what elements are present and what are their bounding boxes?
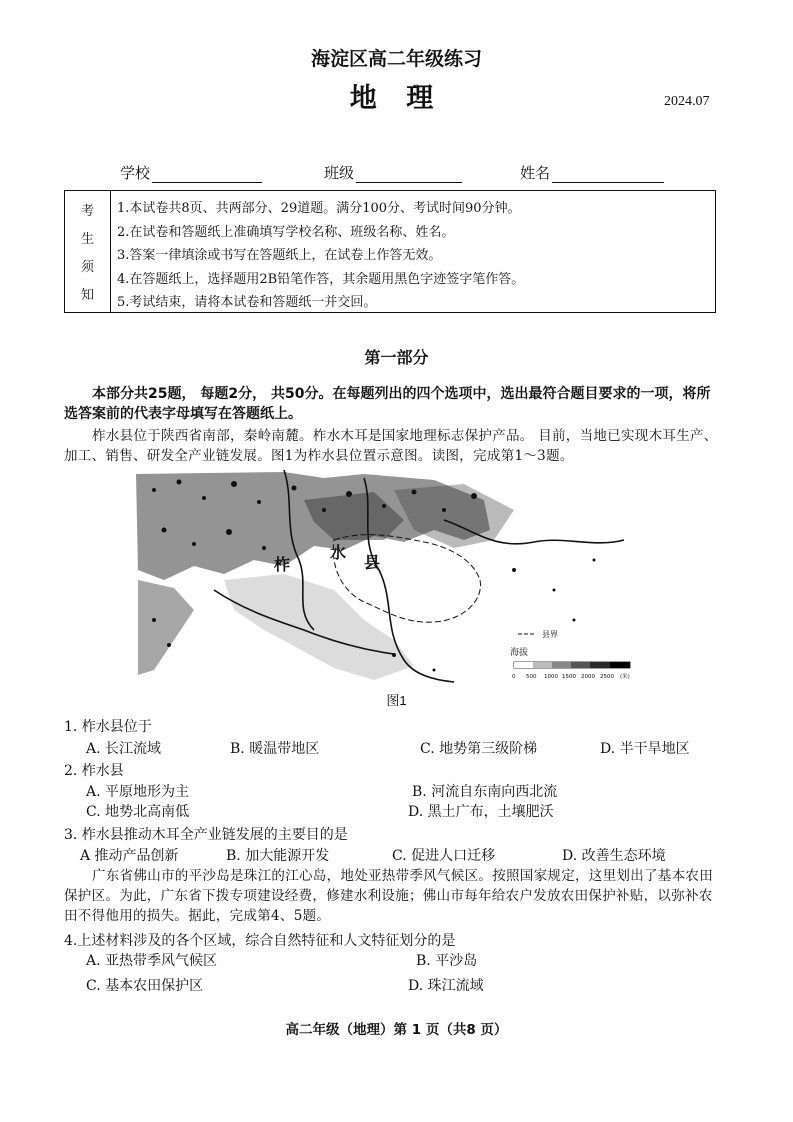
- q4-option-c[interactable]: C. 基本农田保护区: [86, 978, 204, 994]
- q1-option-d[interactable]: D. 半干旱地区: [600, 741, 690, 757]
- scale-unit: (米): [620, 674, 630, 680]
- q4-option-b[interactable]: B. 平沙岛: [416, 953, 478, 969]
- class-field[interactable]: [324, 162, 462, 183]
- notice-side-char: 须: [80, 260, 94, 276]
- class-label: 班级: [324, 164, 355, 182]
- question-1-stem: 1. 柞水县位于: [64, 719, 152, 735]
- notice-side-char: 生: [80, 231, 94, 247]
- notice-side-label: [65, 191, 111, 312]
- map-county-char: 柞: [274, 555, 291, 574]
- notice-item: 2.在试卷和答题纸上准确填写学校名称、班级名称、姓名。: [117, 224, 455, 240]
- notice-item: 3.答案一律填涂或书写在答题纸上，在试卷上作答无效。: [117, 248, 442, 263]
- scale-tick: 0: [512, 674, 516, 680]
- q2-option-d[interactable]: D. 黑土广布，土壤肥沃: [408, 804, 554, 820]
- notice-items: [117, 197, 709, 315]
- question-4-stem: 4.上述材料涉及的各个区域，综合自然特征和人文特征划分的是: [64, 933, 456, 949]
- notice-item: 1.本试卷共8页、共两部分、29道题。满分100分、考试时间90分钟。: [117, 201, 521, 216]
- scale-tick: 1000: [544, 674, 558, 680]
- exam-title: 海淀区高二年级练习: [310, 48, 482, 70]
- q1-option-c[interactable]: C. 地势第三级阶梯: [420, 741, 538, 757]
- map-county-char: 水: [330, 543, 347, 562]
- exam-date: 2024.07: [664, 94, 710, 109]
- scale-tick: 2500: [600, 674, 614, 680]
- question-3-stem: 3. 柞水县推动木耳全产业链发展的主要目的是: [64, 827, 348, 843]
- q3-option-b[interactable]: B. 加大能源开发: [226, 848, 330, 864]
- q2-option-c[interactable]: C. 地势北高南低: [86, 804, 190, 820]
- notice-side-char: 考: [80, 203, 94, 219]
- zhashui-location-map: [134, 470, 644, 684]
- q2-option-b[interactable]: B. 河流自东南向西北流: [412, 784, 558, 800]
- figure-caption: 图1: [386, 693, 407, 708]
- q3-option-d[interactable]: D. 改善生态环境: [562, 848, 666, 864]
- elevation-legend-label: 海拔: [510, 648, 529, 658]
- q1-option-b[interactable]: B. 暖温带地区: [230, 741, 320, 757]
- candidate-notice-box: [64, 190, 716, 313]
- notice-item: 4.在答题纸上，选择题用2B铅笔作答，其余题用黑色字迹签字笔作答。: [117, 271, 525, 287]
- q3-option-c[interactable]: C. 促进人口迁移: [392, 848, 496, 864]
- school-blank[interactable]: [152, 167, 262, 183]
- name-label: 姓名: [520, 164, 551, 182]
- question-2-stem: 2. 柞水县: [64, 763, 124, 779]
- q1-option-a[interactable]: A. 长江流域: [86, 741, 162, 757]
- page-footer: 高二年级（地理）第 1 页（共8 页）: [285, 1022, 508, 1038]
- scale-tick: 1500: [562, 674, 576, 680]
- notice-side-char: 知: [80, 288, 94, 304]
- q3-option-a[interactable]: A 推动产品创新: [80, 848, 179, 864]
- map-county-char: 县: [364, 553, 381, 572]
- q4-option-d[interactable]: D. 珠江流域: [408, 978, 484, 994]
- name-field[interactable]: [520, 162, 664, 183]
- section-title: 第一部分: [364, 348, 429, 367]
- school-field[interactable]: [120, 162, 262, 183]
- scale-tick: 500: [526, 674, 537, 680]
- passage-1: 柞水县位于陕西省南部，秦岭南麓。柞水木耳是国家地理标志保护产品。 目前，当地已实现木耳生产、加工、销售、研发全产业链发展。图1为柞水县位置示意图。读图，完成第1～3题。: [64, 428, 718, 464]
- school-label: 学校: [120, 164, 151, 182]
- section-instruction: 本部分共25题， 每题2分， 共50分。在每题列出的四个选项中，选出最符合题目要求的一项，将所选答案前的代表字母填写在答题纸上。: [64, 386, 711, 422]
- q2-option-a[interactable]: A. 平原地形为主: [86, 784, 190, 800]
- q4-option-a[interactable]: A. 亚热带季风气候区: [86, 953, 218, 969]
- scale-tick: 2000: [581, 674, 595, 680]
- class-blank[interactable]: [356, 167, 462, 183]
- name-blank[interactable]: [552, 167, 664, 183]
- passage-2: 广东省佛山市的平沙岛是珠江的江心岛，地处亚热带季风气候区。按照国家规定，这里划出了基本农田保护区。为此，广东省下拨专项建设经费，修建水利设施；佛山市每年给农户发放农田保护补贴，以弥补农田不得他用的损失。据此，完成第4、5题。: [64, 868, 713, 924]
- subject-title: 地 理: [349, 83, 444, 114]
- elevation-scale-bar: [514, 662, 630, 668]
- boundary-legend-label: 县界: [542, 630, 558, 639]
- notice-item: 5.考试结束，请将本试卷和答题纸一并交回。: [117, 295, 377, 310]
